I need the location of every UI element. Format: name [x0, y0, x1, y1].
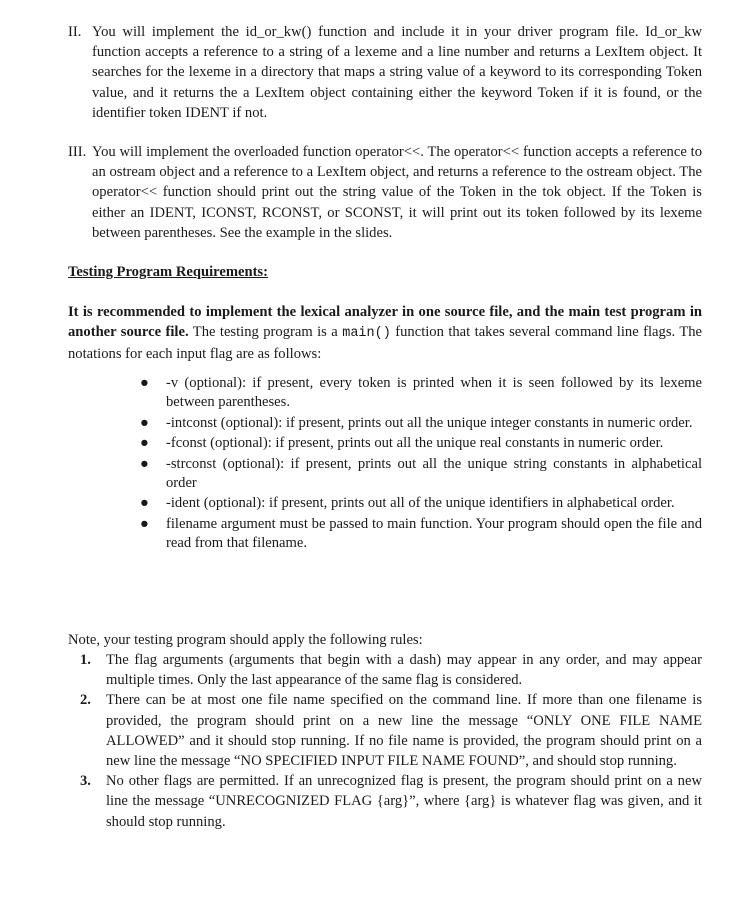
- bullet-icon: ●: [140, 375, 149, 391]
- intro-text: function that takes several command line flags. The notations for each input flag are as follows:: [68, 324, 703, 363]
- rules-list: [80, 650, 702, 832]
- section-text: You will implement the overloaded function operator<<. The operator<< function accepts a reference to an ostream object and a reference to a LexItem object, and returns a reference to the ostream object. The operator<< function should print out the string value of the Token in the tok object. If the Token is either an IDENT, ICONST, RCONST, or SCONST, it will print out its token followed by its lexeme between parentheses. See the example in the slides.: [92, 144, 702, 241]
- rule-item: [80, 690, 702, 771]
- bullet-icon: ●: [140, 455, 149, 472]
- bullet-icon: ●: [140, 495, 149, 511]
- section-number: II.: [68, 24, 82, 40]
- rule-item: [80, 650, 702, 690]
- list-item: ● -strconst (optional): if present, prints out all the unique string constants in alphabetical order: [140, 455, 702, 491]
- list-item: ● filename argument must be passed to main function. Your program should open the file and read from that filename.: [140, 515, 702, 551]
- bullet-icon: ●: [140, 414, 149, 431]
- rule-text: The flag arguments (arguments that begin with a dash) may appear in any order, and may appear multiple times. Only the last appearance of the same flag is considered.: [106, 652, 702, 689]
- rule-number: 1.: [80, 652, 91, 668]
- flag-list: [140, 374, 702, 554]
- code-main: main(): [342, 326, 391, 342]
- intro-bold: It is recommended to implement the lexical analyzer in one source file, and the main test program in another source file.: [68, 304, 702, 341]
- rule-text: No other flags are permitted. If an unrecognized flag is present, the program should print on a new line the message “UNRECOGNIZED FLAG {arg}”, where {arg} is whatever flag was given, and it should stop running.: [106, 773, 702, 830]
- bullet-icon: ●: [140, 515, 149, 532]
- list-item: ● -intconst (optional): if present, prints out all the unique integer constants in numeric order.: [140, 414, 693, 431]
- section-text: You will implement the id_or_kw() function and include it in your driver program file. Id_or_kw function accepts a reference to a string of a lexeme and a line number and returns a LexItem object. It searches for the lexeme in a directory that maps a string value of a keyword to its corresponding Token value, and it returns the a LexItem object containing either the keyword Token if it is found, or the identifier token IDENT if not.: [92, 24, 702, 121]
- list-item: ● -ident (optional): if present, prints out all of the unique identifiers in alphabetical order.: [140, 495, 675, 511]
- intro-paragraph: [68, 302, 702, 365]
- rule-number: 3.: [80, 773, 91, 790]
- bullet-icon: ●: [140, 435, 149, 451]
- section-ii: [68, 22, 702, 123]
- intro-text: The testing program is a: [188, 324, 343, 341]
- section-number: III.: [68, 144, 87, 160]
- rule-item: [80, 771, 702, 832]
- note-text: Note, your testing program should apply the following rules:: [68, 632, 423, 648]
- list-item: ● -fconst (optional): if present, prints out all the unique real constants in numeric order.: [140, 435, 664, 451]
- list-item: ● -v (optional): if present, every token is printed when it is seen followed by its lexeme between parentheses.: [140, 375, 702, 410]
- rule-text: There can be at most one file name specified on the command line. If more than one filename is provided, the program should print on a new line the message “ONLY ONE FILE NAME ALLOWED” and it should stop running. If no file name is provided, the program should print on a new line the message “NO SPECIFIED INPUT FILE NAME FOUND”, and should stop running.: [106, 692, 702, 770]
- section-iii: [68, 142, 702, 243]
- section-heading: Testing Program Requirements:: [68, 264, 268, 280]
- rule-number: 2.: [80, 692, 91, 709]
